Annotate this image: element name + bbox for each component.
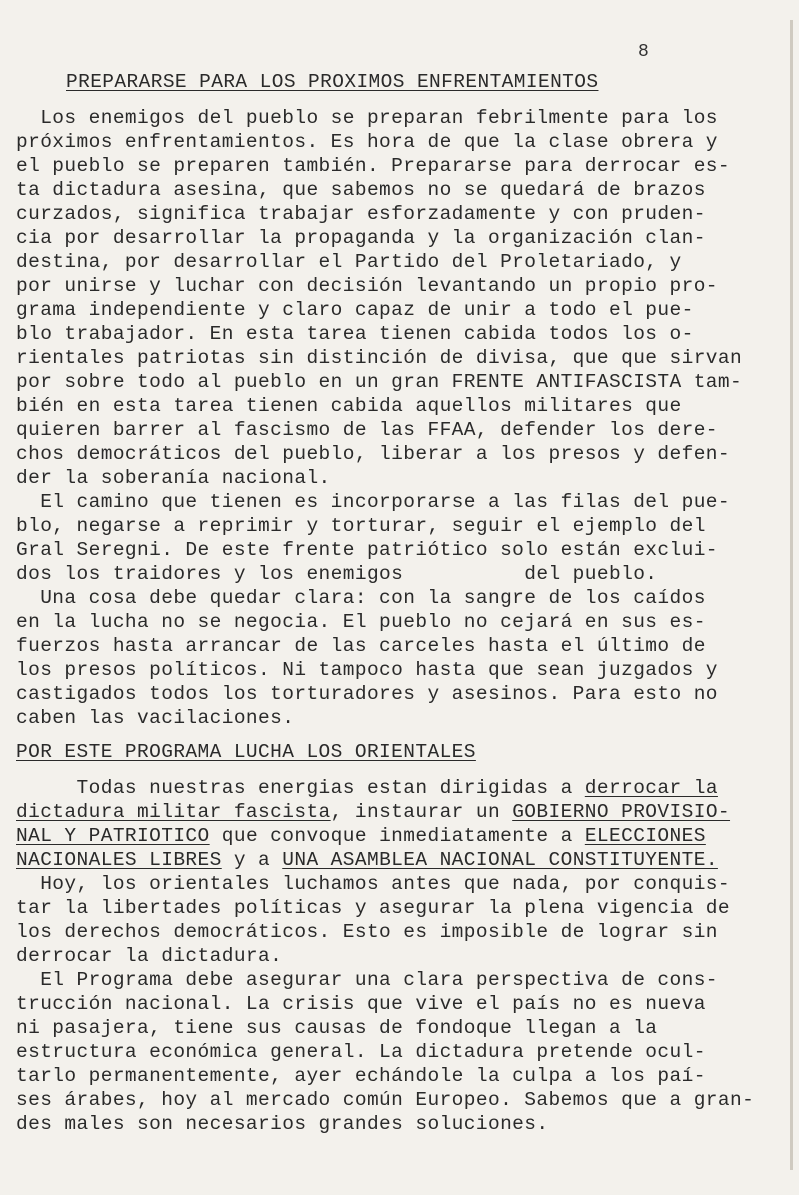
text-line: bién en esta tarea tienen cabida aquellos militares que [16,395,682,417]
text-line: por unirse y luchar con decisión levantando un propio pro- [16,275,718,297]
text-line [16,848,718,872]
text-line: blo, negarse a reprimir y torturar, seguir el ejemplo del [16,515,706,537]
text-line: curzados, significa trabajar esforzadamente y con pruden- [16,203,706,225]
text-line: Una cosa debe quedar clara: con la sangre de los caídos [16,587,706,609]
text-line: cia por desarrollar la propaganda y la organización clan- [16,227,706,249]
underlined-phrase: dictadura militar fascista [16,801,331,823]
text-run: y a [221,849,283,871]
underlined-phrase: NACIONALES LIBRES [16,849,222,871]
text-line: des males son necesarios grandes soluciones. [16,1113,549,1135]
section-heading: PREPARARSE PARA LOS PROXIMOS ENFRENTAMIENTOS [66,71,599,93]
text-line: derrocar la dictadura. [16,945,283,967]
text-line: por sobre todo al pueblo en un gran FRENTE ANTIFASCISTA tam- [16,371,743,393]
text-run: , instaurar un [330,801,513,823]
text-line: tarlo permanentemente, ayer echándole la culpa a los paí- [16,1065,706,1087]
text-line: grama independiente y claro capaz de unir a todo el pue- [16,299,694,321]
text-run: que convoque inmediatamente a [209,825,585,847]
text-line: en la lucha no se negocia. El pueblo no cejará en sus es- [16,611,706,633]
text-line: Gral Seregni. De este frente patriótico solo están exclui- [16,539,718,561]
text-line: blo trabajador. En esta tarea tienen cabida todos los o- [16,323,694,345]
text-line: próximos enfrentamientos. Es hora de que la clase obrera y [16,131,718,153]
text-line: ta dictadura asesina, que sabemos no se quedará de brazos [16,179,706,201]
text-run: Todas nuestras energias estan dirigidas a [16,777,585,799]
page-number: 8 [638,42,649,62]
text-line: caben las vacilaciones. [16,707,295,729]
underlined-phrase: derrocar la [584,777,718,799]
underlined-phrase: ELECCIONES [584,825,706,847]
underlined-phrase: UNA ASAMBLEA NACIONAL CONSTITUYENTE. [282,849,718,871]
text-line: Los enemigos del pueblo se preparan febrilmente para los [16,107,718,129]
text-line: los presos políticos. Ni tampoco hasta que sean juzgados y [16,659,718,681]
text-line: destina, por desarrollar el Partido del Proletariado, y [16,251,682,273]
underlined-phrase: GOBIERNO PROVISIO- [512,801,731,823]
text-line: quieren barrer al fascismo de las FFAA, defender los dere- [16,419,718,441]
text-line: tar la libertades políticas y asegurar la plena vigencia de [16,897,731,919]
text-line: dos los traidores y los enemigos del pueblo. [16,563,658,585]
page-edge [790,20,793,1170]
text-line [16,776,718,800]
text-line: chos democráticos del pueblo, liberar a los presos y defen- [16,443,731,465]
text-line: ni pasajera, tiene sus causas de fondoque llegan a la [16,1017,658,1039]
text-line: Hoy, los orientales luchamos antes que nada, por conquis- [16,873,731,895]
underlined-phrase: NAL Y PATRIOTICO [16,825,210,847]
text-line: El Programa debe asegurar una clara perspectiva de cons- [16,969,718,991]
section-heading: POR ESTE PROGRAMA LUCHA LOS ORIENTALES [16,741,476,763]
text-line: castigados todos los torturadores y asesinos. Para esto no [16,683,718,705]
text-line: ses árabes, hoy al mercado común Europeo. Sabemos que a gran- [16,1089,755,1111]
text-line: el pueblo se preparen también. Prepararse para derrocar es- [16,155,731,177]
text-line: fuerzos hasta arrancar de las carceles hasta el último de [16,635,706,657]
text-line: los derechos democráticos. Esto es imposible de lograr sin [16,921,718,943]
text-line: rientales patriotas sin distinción de divisa, que que sirvan [16,347,743,369]
text-line: El camino que tienen es incorporarse a las filas del pue- [16,491,731,513]
text-line [16,824,706,848]
text-line [16,800,730,824]
text-line: estructura económica general. La dictadura pretende ocul- [16,1041,706,1063]
text-line: der la soberanía nacional. [16,467,331,489]
text-line: trucción nacional. La crisis que vive el país no es nueva [16,993,706,1015]
